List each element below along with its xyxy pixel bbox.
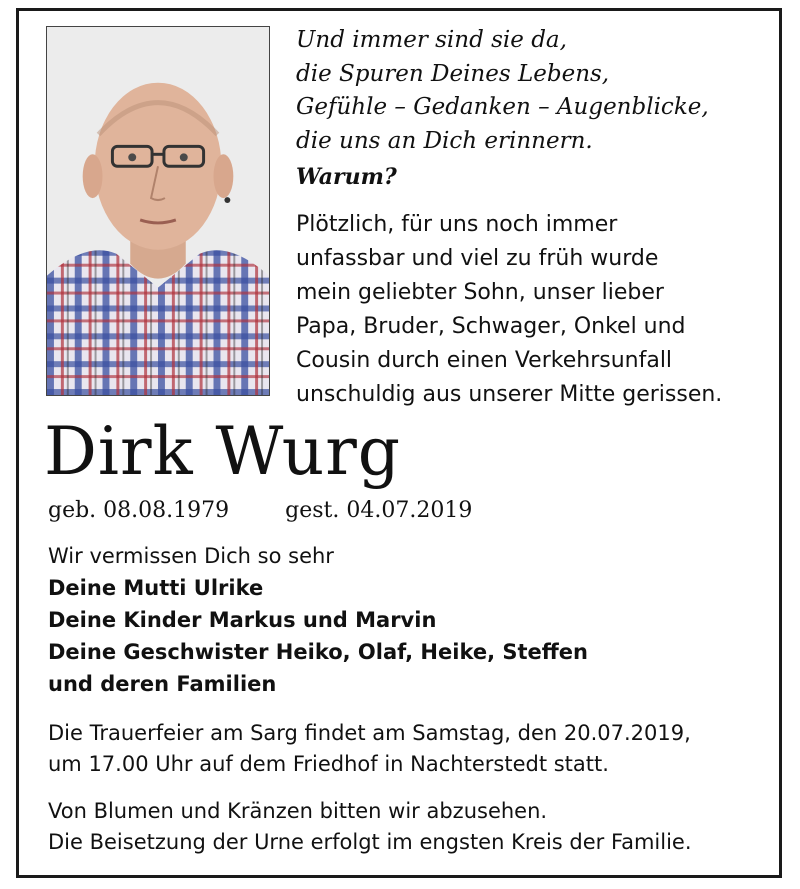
intro-line: Cousin durch einen Verkehrsunfall bbox=[296, 348, 673, 373]
notice-line: Von Blumen und Kränzen bitten wir abzusehen. bbox=[48, 799, 548, 823]
poem-verse bbox=[296, 24, 766, 158]
mourners-lead: Wir vermissen Dich so sehr bbox=[48, 544, 334, 568]
question-heading: Warum? bbox=[296, 164, 397, 190]
mourner-line: Deine Geschwister Heiko, Olaf, Heike, Steffen bbox=[48, 640, 588, 664]
mourner-line: Deine Kinder Markus und Marvin bbox=[48, 608, 437, 632]
funeral-line: Die Trauerfeier am Sarg findet am Samstag, den 20.07.2019, bbox=[48, 721, 691, 745]
funeral-line: um 17.00 Uhr auf dem Friedhof in Nachterstedt statt. bbox=[48, 752, 609, 776]
notice-line: Die Beisetzung der Urne erfolgt im engsten Kreis der Familie. bbox=[48, 830, 692, 854]
birth-date: geb. 08.08.1979 bbox=[48, 498, 230, 523]
poem-line: die Spuren Deines Lebens, bbox=[296, 60, 610, 87]
death-date: gest. 04.07.2019 bbox=[285, 498, 473, 523]
poem-line: die uns an Dich erinnern. bbox=[296, 127, 593, 154]
intro-line: Plötzlich, für uns noch immer bbox=[296, 212, 618, 237]
funeral-info bbox=[48, 718, 768, 780]
poem-line: Gefühle – Gedanken – Augenblicke, bbox=[296, 94, 709, 120]
intro-line: Papa, Bruder, Schwager, Onkel und bbox=[296, 314, 686, 339]
intro-paragraph bbox=[296, 208, 766, 412]
mourners-block bbox=[48, 540, 768, 700]
mourner-line: Deine Mutti Ulrike bbox=[48, 576, 264, 600]
portrait-photo bbox=[46, 26, 270, 396]
closing-notice bbox=[48, 796, 768, 858]
intro-line: unschuldig aus unserer Mitte gerissen. bbox=[296, 382, 723, 407]
life-dates bbox=[48, 498, 472, 523]
mourner-line: und deren Familien bbox=[48, 672, 277, 696]
deceased-name: Dirk Wurg bbox=[44, 413, 402, 490]
intro-line: unfassbar und viel zu früh wurde bbox=[296, 246, 659, 271]
intro-line: mein geliebter Sohn, unser lieber bbox=[296, 280, 664, 305]
poem-line: Und immer sind sie da, bbox=[296, 27, 567, 53]
